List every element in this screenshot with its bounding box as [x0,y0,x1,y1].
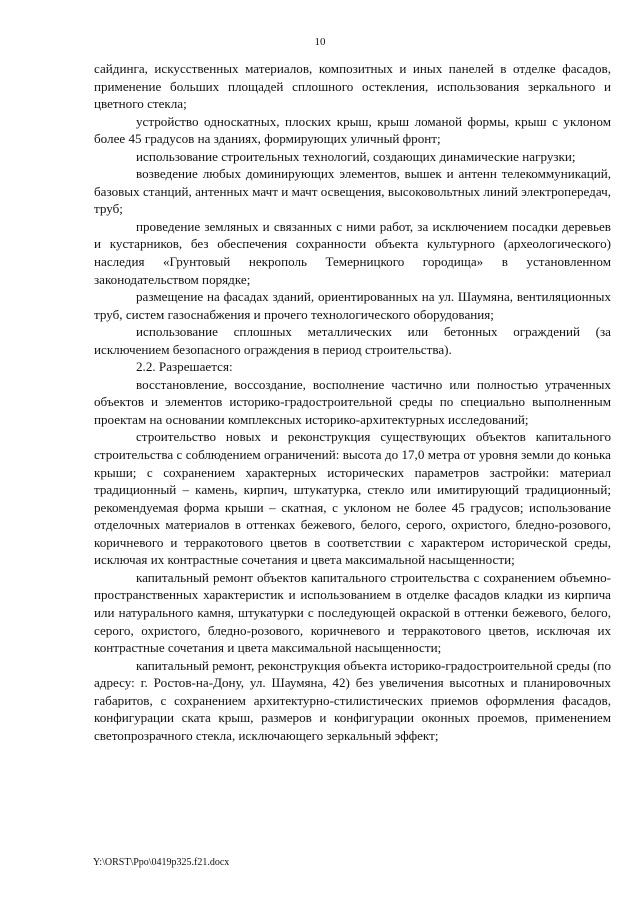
paragraph-capital-repair: капитальный ремонт объектов капитального строительства с сохранением объемно-пространственных характеристик и использованием в отделке фасадов кладки из кирпича или натурального камня, штукатурки с последующей окраской в оттенки бежевого, белого, серого, охристого, бледно-розового, коричневого и терракотового цветов, исключая их контрастные сочетания и цвета максимальной насыщенности; [94,569,611,656]
paragraph-dynamic-loads: использование строительных технологий, создающих динамические нагрузки; [136,148,576,164]
paragraph-fences: использование сплошных металлических или бетонных ограждений (за исключением безопасного ограждения в период строительства). [94,324,611,357]
footer-file-path: Y:\ORST\Ppo\0419p325.f21.docx [93,857,230,868]
paragraph-dominant-elements: возведение любых доминирующих элементов, вышек и антенн телекоммуникаций, базовых станций, антенных мачт и мачт освещения, высоковольтных линий электропередач, труб; [94,166,611,217]
document-body [94,60,611,744]
paragraph-earthworks: проведение земляных и связанных с ними работ, за исключением посадки деревьев и кустарников, без обеспечения сохранности объекта культурного (археологического) наследия «Грунтовый некрополь Темерницкого городища» в установленном законодательством порядке; [94,218,611,287]
paragraph-continuation: сайдинга, искусственных материалов, композитных и иных панелей в отделке фасадов, применение больших площадей сплошного остекления, использования зеркального и цветного стекла; [94,61,611,112]
paragraph-facade-equipment: размещение на фасадах зданий, ориентированных на ул. Шаумяна, вентиляционных труб, систем газоснабжения и прочего технологического оборудования; [94,289,611,322]
page-number: 10 [314,36,326,48]
section-heading-allowed: 2.2. Разрешается: [136,359,233,375]
paragraph-reconstruction-shaumyana: капитальный ремонт, реконструкция объекта историко-градостроительной среды (по адресу: г. Ростов-на-Дону, ул. Шаумяна, 42) без увеличения высотных и планировочных габаритов, с сохранением архитектурно-стилистических приемов оформления фасадов, конфигурации ската крыш, размеров и конфигурации оконных проемов, применением светопрозрачного стекла, исключающего зеркальный эффект; [94,657,611,743]
paragraph-restoration: восстановление, воссоздание, восполнение частично или полностью утраченных объектов и элементов историко-градостроительной среды по специально выполненным проектам на основании комплексных историко-архитектурных исследований; [94,376,611,427]
paragraph-construction: строительство новых и реконструкция существующих объектов капитального строительства с соблюдением ограничений: высота до 17,0 метра от уровня земли до конька крыши; с сохранением характерных исторических параметров застройки: материал традиционный – камень, кирпич, штукатурка, стекло или имитирующий традиционный; рекомендуемая форма крыши – скатная, с уклоном не более 45 градусов; использование отделочных материалов в оттенках бежевого, белого, серого, охристого, бледно-розового, коричневого и терракотового цветов в соответствии с характером исторической среды, исключая их контрастные сочетания и цвета максимальной насыщенности; [94,429,611,568]
paragraph-roofs: устройство односкатных, плоских крыш, крыш ломаной формы, крыш с уклоном более 45 градусов на зданиях, формирующих уличный фронт; [94,113,611,147]
